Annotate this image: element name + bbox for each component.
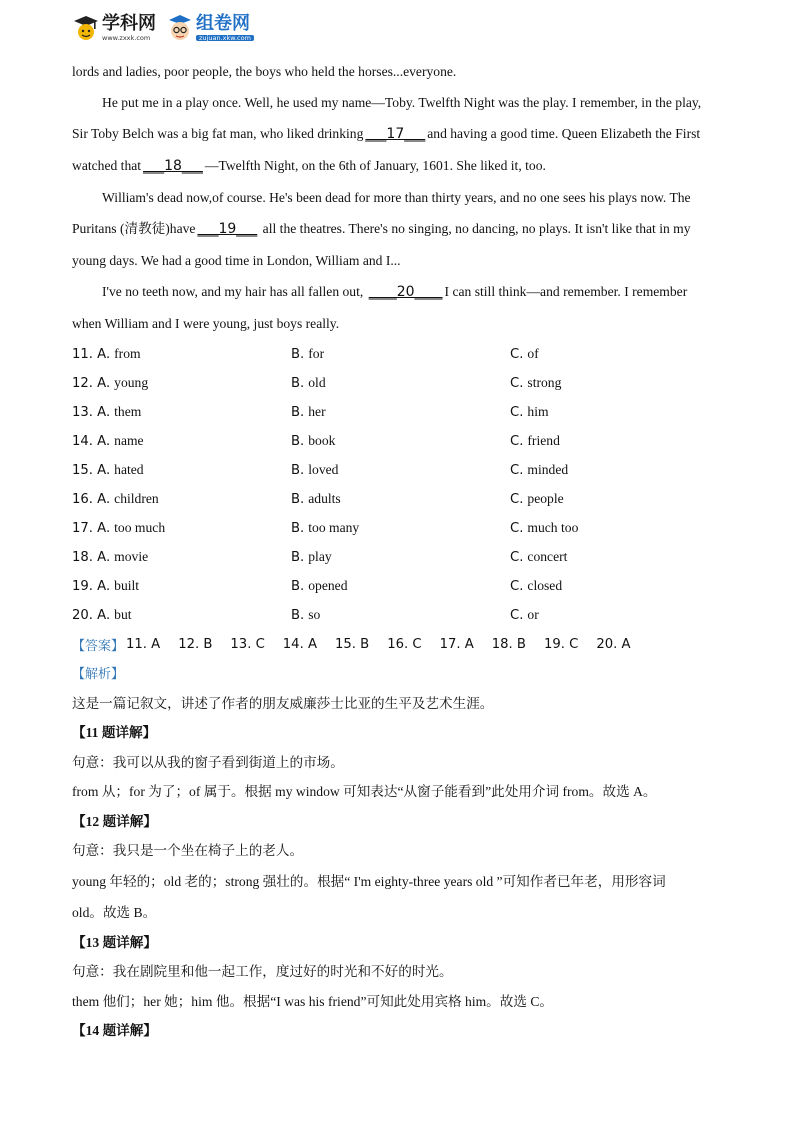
option-row [72,484,728,513]
answer-item: 19. C [543,636,579,652]
option-b [291,578,510,594]
option-a [72,433,291,449]
option-row [72,513,728,542]
q12-detail: old。故选 B。 [72,904,157,920]
option-a [72,404,291,420]
option-label: 15. A. [72,462,111,478]
option-c [510,375,710,391]
q12-meaning: 句意：我只是一个坐在椅子上的老人。 [72,843,304,858]
answer-item: 16. C [387,636,422,652]
option-label: 14. A. [72,433,111,449]
option-text: too much [114,519,166,535]
blank-18: ___18___ [143,158,203,174]
option-text: for [308,345,325,361]
option-label: B. [291,462,305,478]
option-a [72,491,291,507]
option-text: strong [527,374,562,390]
option-row [72,571,728,600]
q12-heading: 【12 题详解】 [72,813,157,829]
option-label: C. [510,549,524,565]
option-text: young [114,374,149,390]
option-label: B. [291,491,305,507]
option-c [510,549,710,565]
option-label: C. [510,607,524,623]
option-row [72,455,728,484]
logo-url: zujuan.xkw.com [196,35,254,42]
options-list [72,339,728,629]
option-label: 12. A. [72,375,111,391]
option-row [72,542,728,571]
option-label: B. [291,578,305,594]
answer-item: 20. A [596,636,631,652]
logo-title: 学科网 [102,12,156,34]
option-text: minded [527,461,569,477]
option-a [72,346,291,362]
logo-title: 组卷网 [196,12,250,34]
option-a [72,462,291,478]
option-b [291,433,510,449]
answer-row [72,629,728,659]
passage-line: William's dead now,of course. He's been dead for more than thirty years, and no one sees his plays now. The [102,190,691,205]
option-a [72,607,291,623]
page-header [72,10,264,46]
option-label: C. [510,404,524,420]
option-label: C. [510,433,524,449]
document-body [72,56,728,1046]
option-label: 20. A. [72,607,111,623]
option-b [291,549,510,565]
q14-heading: 【14 题详解】 [72,1023,157,1038]
option-text: her [308,403,326,419]
option-label: 11. A. [72,346,111,362]
answer-item: 18. B [491,636,526,652]
passage-line: Puritans (清教徒)have ___19___ all the theatres. There's no singing, no dancing, no plays. It isn't like that in my [72,221,691,237]
logo-url: www.zxxk.com [102,33,151,42]
option-c [510,346,710,362]
option-label: C. [510,491,524,507]
option-text: closed [527,577,563,593]
answer-item: 14. A [282,636,317,652]
option-text: so [308,606,321,622]
option-b [291,462,510,478]
q11-meaning: 句意：我可以从我的窗子看到街道上的市场。 [72,754,344,770]
passage-line: lords and ladies, poor people, the boys who held the horses...everyone. [72,64,457,79]
option-label: C. [510,578,524,594]
option-text: from [114,345,141,361]
option-a [72,520,291,536]
option-c [510,404,710,420]
option-text: adults [308,490,341,506]
option-row [72,397,728,426]
option-b [291,491,510,507]
option-text: much too [527,519,579,535]
analysis-tag: 【解析】 [72,667,125,682]
option-text: old [308,374,326,390]
option-text: play [308,548,332,564]
q13-heading: 【13 题详解】 [72,934,157,950]
option-row [72,426,728,455]
option-c [510,520,710,536]
option-b [291,375,510,391]
analysis-summary: 这是一篇记叙文，讲述了作者的朋友威廉莎士比亚的生平及艺术生涯。 [72,695,494,711]
option-text: movie [114,548,149,564]
option-label: B. [291,375,305,391]
option-label: C. [510,462,524,478]
answer-item: 15. B [334,636,370,652]
q13-meaning: 句意：我在剧院里和他一起工作，度过好的时光和不好的时光。 [72,964,453,979]
option-text: built [114,577,140,593]
answer-item: 17. A [439,636,474,652]
passage-line: when William and I were young, just boys really. [72,316,340,331]
passage-paragraph [72,87,728,182]
option-text: hated [114,461,144,477]
q11-heading: 【11 题详解】 [72,725,157,740]
option-label: C. [510,520,524,536]
passage-line: young days. We had a good time in London, William and I... [72,253,401,268]
option-c [510,433,710,449]
option-label: C. [510,346,524,362]
option-label: C. [510,375,524,391]
zujuanwang-logo [166,13,254,43]
option-text: of [527,345,539,361]
option-b [291,404,510,420]
blank-17: ___17___ [365,126,426,142]
option-text: them [114,403,142,419]
option-text: people [527,490,564,506]
answer-item: 13. C [230,636,265,652]
q11-detail: from 从；for 为了；of 属于。根据 my window 可知表达“从窗子能看到”此处用介词 from。故选 A。 [72,784,657,799]
option-text: but [114,606,132,622]
option-text: book [308,432,336,448]
option-c [510,462,710,478]
option-b [291,607,510,623]
option-b [291,346,510,362]
graduation-cap-icon [72,13,100,43]
option-text: loved [308,461,339,477]
option-label: 18. A. [72,549,111,565]
answer-tag: 【答案】 [72,638,125,654]
option-label: B. [291,404,305,420]
option-row [72,368,728,397]
option-b [291,520,510,536]
option-label: B. [291,549,305,565]
q12-detail: young 年轻的；old 老的；strong 强壮的。根据“ I'm eighty-three years old ”可知作者已年老，用形容词 [72,873,666,889]
option-label: 19. A. [72,578,111,594]
option-a [72,578,291,594]
option-c [510,607,710,623]
q13-detail: them 他们；her 她；him 他。根据“I was his friend”可知此处用宾格 him。故选 C。 [72,993,554,1009]
option-label: B. [291,346,305,362]
option-text: concert [527,548,568,564]
option-label: B. [291,607,305,623]
passage-paragraph [72,276,728,339]
option-a [72,549,291,565]
answer-item: 12. B [178,636,213,652]
xuekewang-logo [72,13,156,43]
passage-paragraph [72,182,728,276]
option-text: opened [308,577,348,593]
option-text: name [114,432,144,448]
option-label: B. [291,433,305,449]
option-text: friend [527,432,560,448]
option-label: 13. A. [72,404,111,420]
option-label: 16. A. [72,491,111,507]
option-row [72,339,728,368]
option-text: too many [308,519,360,535]
answer-item: 11. A [126,636,161,652]
blank-20: ____20____ [368,284,443,300]
option-text: him [527,403,549,419]
option-c [510,491,710,507]
passage-line: I've no teeth now, and my hair has all fallen out, ____20____ I can still think—and remember. I remember [102,284,688,300]
option-c [510,578,710,594]
option-label: B. [291,520,305,536]
option-text: or [527,606,539,622]
passage-line: watched that ___18___ —Twelfth Night, on the 6th of January, 1601. She liked it, too. [72,158,546,174]
option-a [72,375,291,391]
option-row [72,600,728,629]
option-text: children [114,490,159,506]
passage-line: Sir Toby Belch was a big fat man, who liked drinking ___17___ and having a good time. Queen Elizabeth the First [72,126,701,142]
passage-line: He put me in a play once. Well, he used my name—Toby. Twelfth Night was the play. I remember, in the play, [102,95,702,110]
option-label: 17. A. [72,520,111,536]
blank-19: ___19___ [197,221,258,237]
mascot-icon [166,13,194,43]
